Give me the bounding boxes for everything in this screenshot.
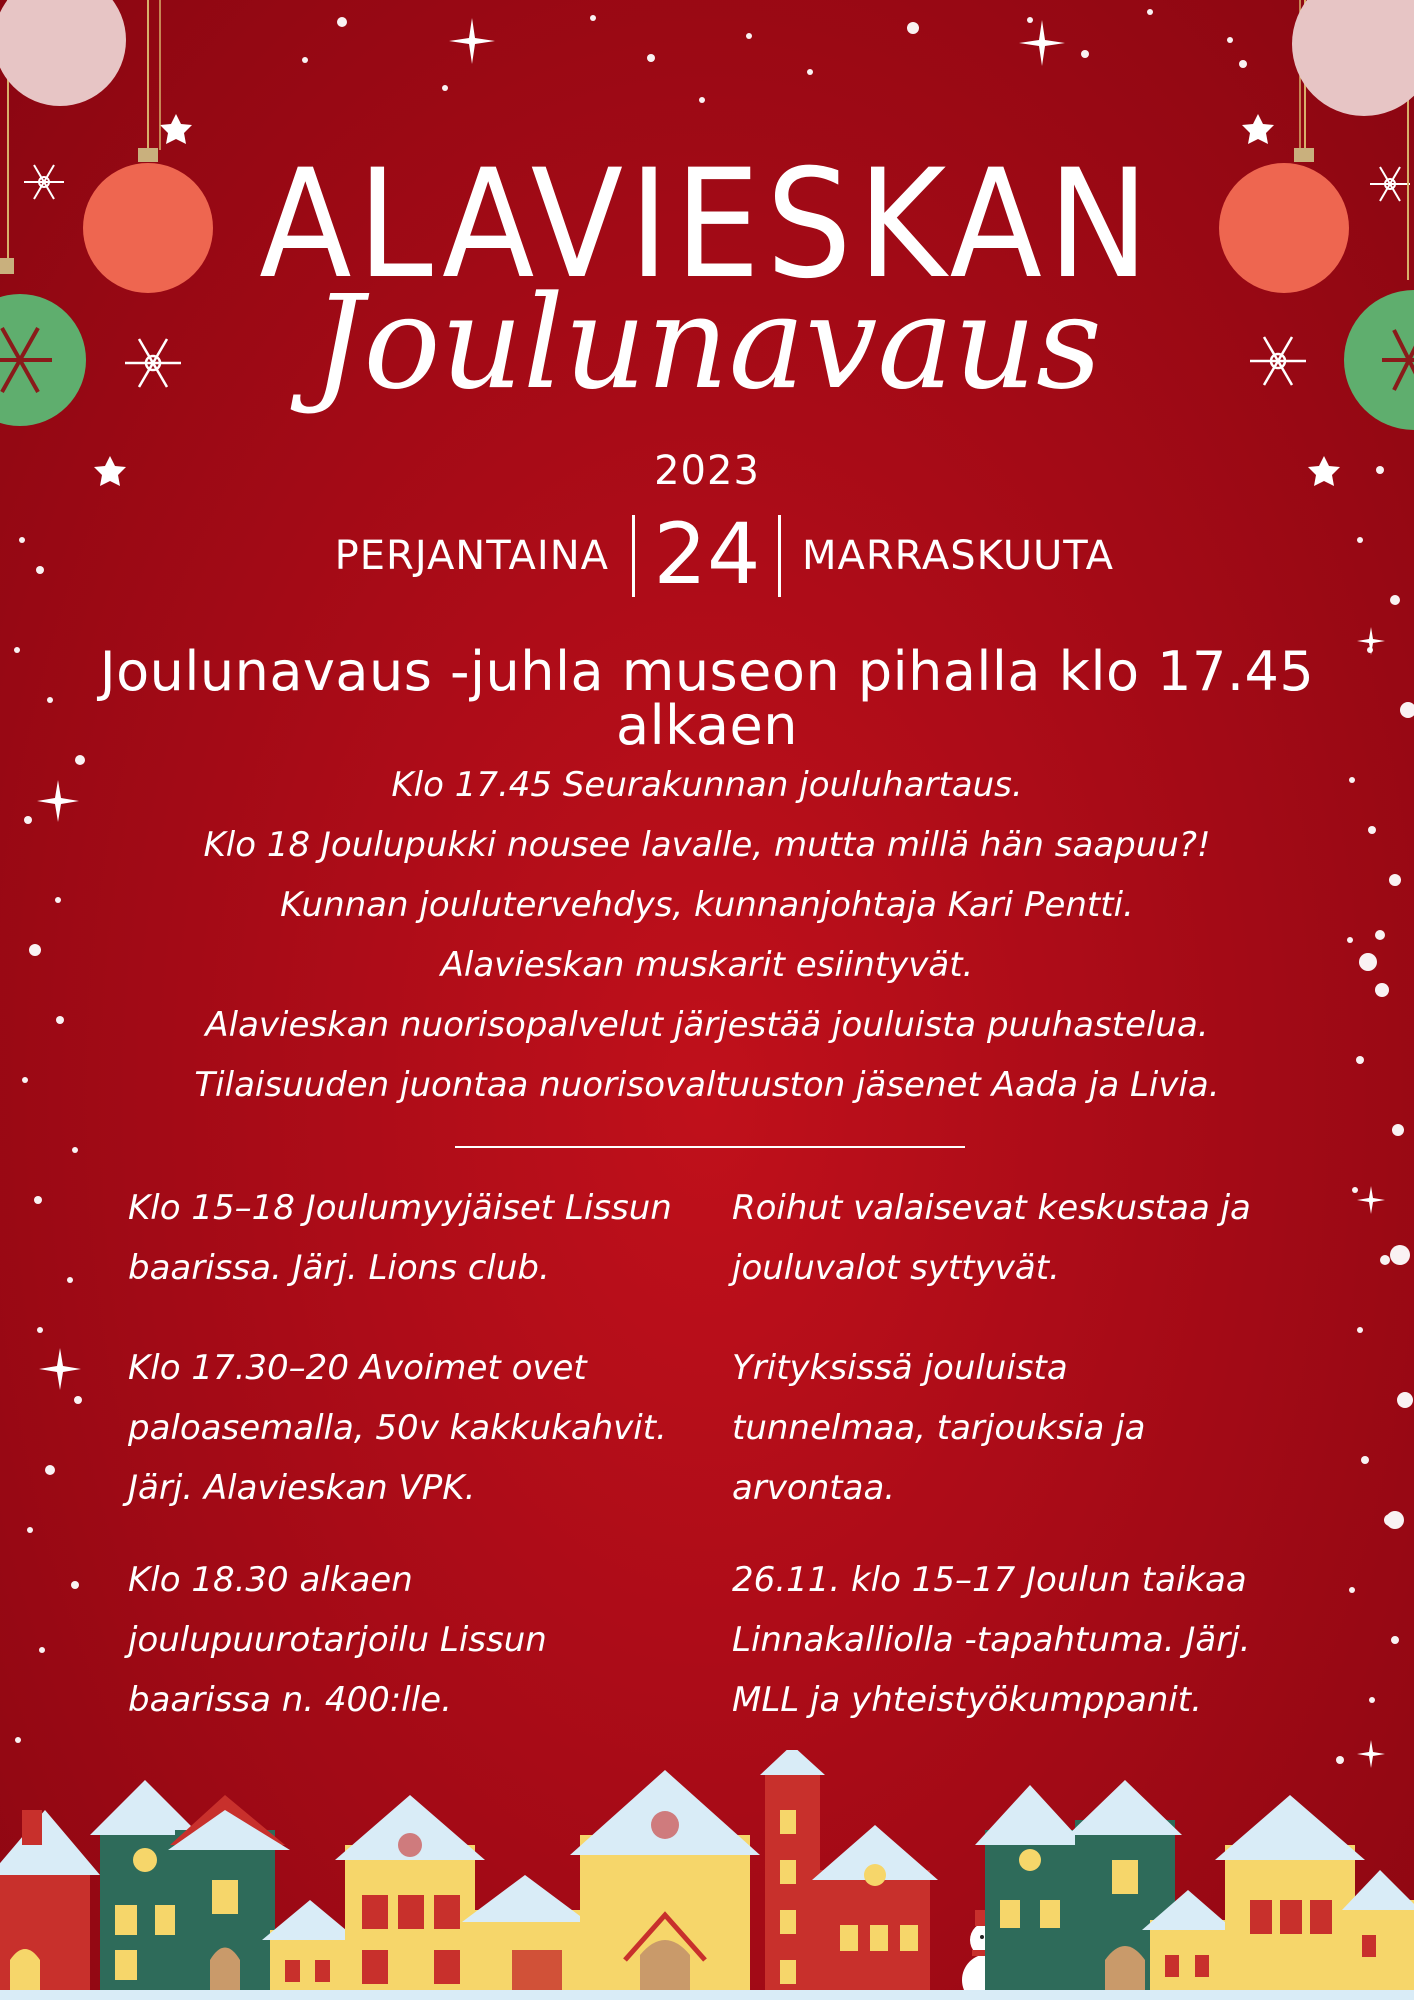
- event-line: arvontaa.: [732, 1468, 896, 1508]
- event-weekday: PERJANTAINA: [334, 533, 609, 579]
- event-month: MARRASKUUTA: [802, 533, 1114, 579]
- event-line: MLL ja yhteistyökumppanit.: [732, 1680, 1202, 1720]
- house-icon: [812, 1825, 938, 2000]
- program-item: Klo 17.45 Seurakunnan jouluhartaus.: [391, 765, 1023, 805]
- ornament-icon: [1292, 0, 1414, 116]
- event-year: 2023: [654, 448, 760, 494]
- event-block: [128, 1178, 672, 1298]
- event-line: paloasemalla, 50v kakkukahvit.: [128, 1408, 667, 1448]
- event-line: Klo 17.30–20 Avoimet ovet: [128, 1348, 587, 1388]
- house-icon: [975, 1785, 1085, 2000]
- event-line: Klo 18.30 alkaen: [128, 1560, 413, 1600]
- event-line: baarissa. Järj. Lions club.: [128, 1248, 550, 1288]
- house-icon: [262, 1900, 358, 2000]
- program-item: Tilaisuuden juontaa nuorisovaltuuston jäsenet Aada ja Livia.: [194, 1065, 1220, 1105]
- events-right-column: [732, 1178, 1251, 1770]
- event-line: jouluvalot syttyvät.: [732, 1248, 1060, 1288]
- event-line: Linnakalliolla -tapahtuma. Järj.: [732, 1620, 1251, 1660]
- house-icon: [0, 1810, 100, 2000]
- program-item: Alavieskan nuorisopalvelut järjestää jouluista puuhastelua.: [205, 1005, 1209, 1045]
- event-line: baarissa n. 400:lle.: [128, 1680, 452, 1720]
- event-line: joulupuurotarjoilu Lissun: [128, 1620, 547, 1660]
- events-left-column: [128, 1178, 672, 1770]
- house-icon: [1215, 1795, 1365, 2000]
- event-line: Roihut valaisevat keskustaa ja: [732, 1188, 1251, 1228]
- event-day: 24: [653, 505, 761, 603]
- event-block: [128, 1338, 672, 1518]
- event-line: Yrityksissä jouluista: [732, 1348, 1068, 1388]
- section-divider: [455, 1146, 965, 1148]
- house-icon: [462, 1875, 588, 2000]
- house-icon: [335, 1795, 485, 2000]
- program-item: Kunnan joulutervehdys, kunnanjohtaja Kari Pentti.: [280, 885, 1134, 925]
- program-list: [80, 755, 1334, 1115]
- date-row: [0, 505, 1414, 603]
- date-divider: [778, 515, 781, 597]
- program-item: Klo 18 Joulupukki nousee lavalle, mutta millä hän saapuu?!: [203, 825, 1211, 865]
- village-illustration: [0, 1750, 1414, 2000]
- program-item: Alavieskan muskarit esiintyvät.: [440, 945, 974, 985]
- house-icon: [760, 1750, 825, 2000]
- event-line: 26.11. klo 15–17 Joulun taikaa: [732, 1560, 1247, 1600]
- event-line: Klo 15–18 Joulumyyjäiset Lissun: [128, 1188, 672, 1228]
- event-block: [732, 1178, 1251, 1298]
- event-block: [732, 1338, 1251, 1518]
- event-block: [128, 1550, 672, 1730]
- ornament-icon: [0, 0, 126, 106]
- house-icon: [570, 1770, 760, 2000]
- title-script: Joulunavaus: [312, 269, 1102, 418]
- event-line: tunnelmaa, tarjouksia ja: [732, 1408, 1146, 1448]
- title-main: ALAVIESKAN: [259, 138, 1155, 312]
- event-line: Järj. Alavieskan VPK.: [128, 1468, 476, 1508]
- headline: Joulunavaus -juhla museon pihalla klo 17.45 alkaen: [99, 640, 1315, 757]
- event-block: [732, 1550, 1251, 1730]
